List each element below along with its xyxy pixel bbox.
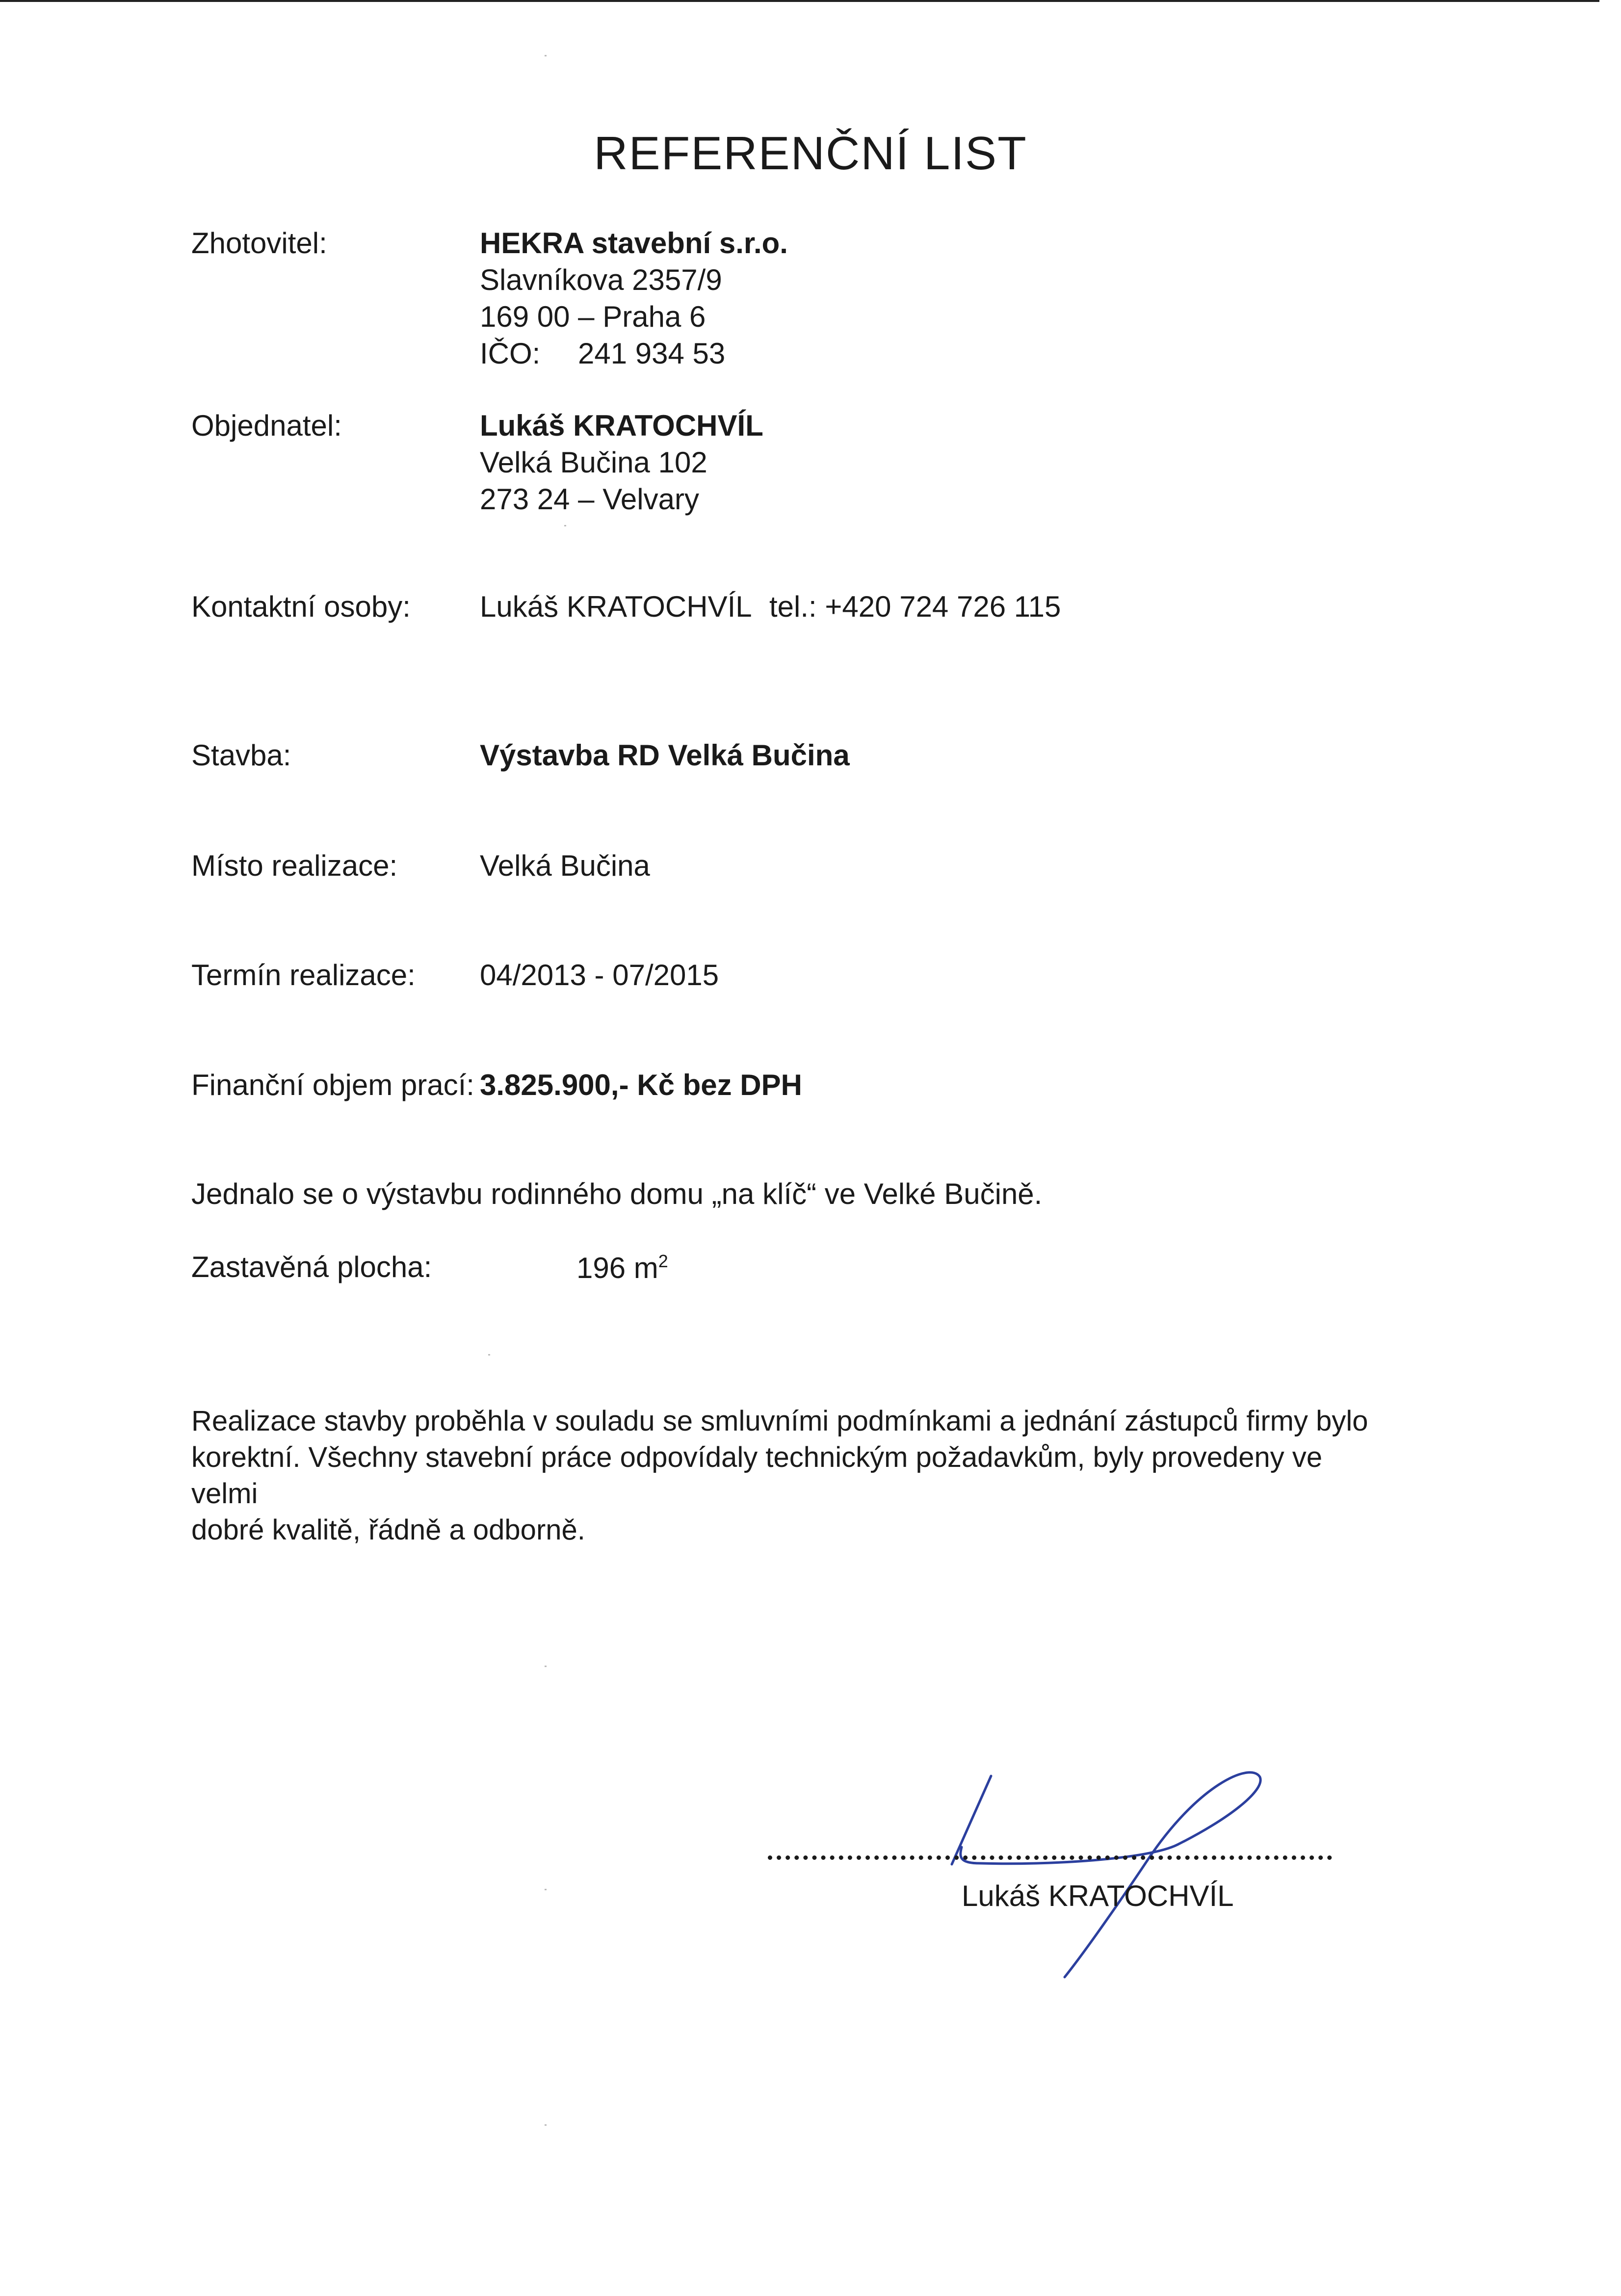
location-value: Velká Bučina bbox=[480, 849, 650, 882]
contractor-label: Zhotovitel: bbox=[191, 227, 327, 260]
evaluation-paragraph: Realizace stavby proběhla v souladu se smluvními podmínkami a jednání zástupců firmy bylo korektní. Všechny stavební práce odpovídaly technickým požadavkům, byly provedeny ve velmi dobré kvalitě, řádně a odborně. bbox=[191, 1405, 1368, 1546]
signature-line bbox=[768, 1855, 1332, 1860]
scan-speck bbox=[545, 55, 547, 56]
term-value: 04/2013 - 07/2015 bbox=[480, 959, 719, 991]
construction-label: Stavba: bbox=[191, 739, 291, 772]
scan-edge-line bbox=[0, 0, 1599, 2]
location-label: Místo realizace: bbox=[191, 849, 398, 882]
description-text: Jednalo se o výstavbu rodinného domu „na klíč“ ve Velké Bučině. bbox=[191, 1177, 1043, 1210]
contractor-name: HEKRA stavební s.r.o. bbox=[480, 227, 788, 260]
client-city: 273 24 – Velvary bbox=[480, 483, 699, 516]
contractor-ico-value: 241 934 53 bbox=[578, 337, 726, 370]
contractor-ico-label: IČO: bbox=[480, 337, 541, 370]
signature-name: Lukáš KRATOCHVÍL bbox=[962, 1879, 1234, 1912]
contractor-city: 169 00 – Praha 6 bbox=[480, 300, 706, 333]
finance-value: 3.825.900,- Kč bez DPH bbox=[480, 1069, 802, 1101]
contact-name: Lukáš KRATOCHVÍL bbox=[480, 590, 752, 623]
area-label: Zastavěná plocha: bbox=[191, 1251, 432, 1283]
signature-ink bbox=[952, 1773, 1260, 1977]
finance-label: Finanční objem prací: bbox=[191, 1069, 474, 1101]
contractor-street: Slavníkova 2357/9 bbox=[480, 263, 722, 296]
contact-label: Kontaktní osoby: bbox=[191, 590, 411, 623]
scan-speck bbox=[564, 525, 566, 526]
construction-value: Výstavba RD Velká Bučina bbox=[480, 739, 850, 772]
client-label: Objednatel: bbox=[191, 409, 342, 442]
client-name: Lukáš KRATOCHVÍL bbox=[480, 409, 763, 442]
area-number: 196 m bbox=[576, 1252, 658, 1284]
document-title: REFERENČNÍ LIST bbox=[594, 127, 1027, 180]
scan-speck bbox=[545, 2124, 547, 2126]
client-street: Velká Bučina 102 bbox=[480, 446, 707, 479]
contact-phone: tel.: +420 724 726 115 bbox=[769, 590, 1061, 623]
signature-scribble-icon bbox=[922, 1747, 1315, 1982]
scan-speck bbox=[545, 1889, 547, 1890]
term-label: Termín realizace: bbox=[191, 959, 416, 991]
scan-speck bbox=[545, 1666, 547, 1667]
area-value bbox=[576, 1252, 668, 1283]
area-exponent: 2 bbox=[658, 1251, 668, 1271]
scan-speck bbox=[488, 1354, 490, 1356]
